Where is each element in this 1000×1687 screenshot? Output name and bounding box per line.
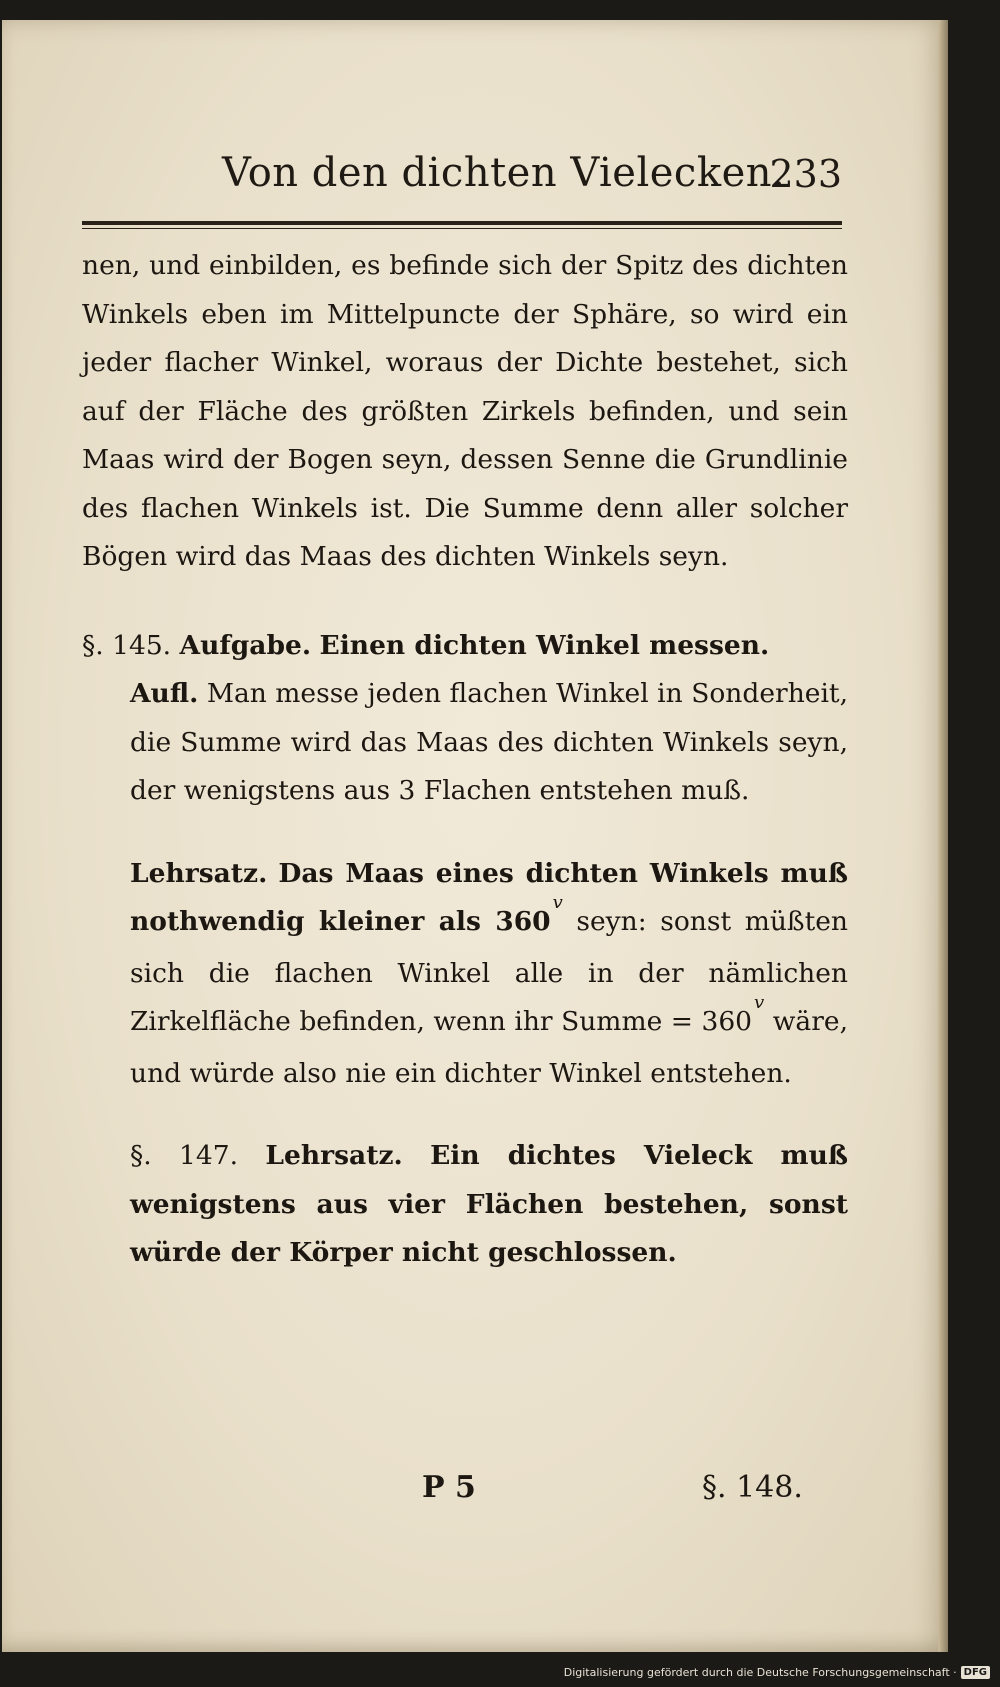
paragraph-gap bbox=[82, 582, 848, 622]
book-page bbox=[2, 20, 948, 1652]
aufloesung-paragraph bbox=[82, 670, 848, 816]
lehrsatz-text-b: seyn: sonst müßten sich die flachen Winkel alle in der nämlichen Zirkelfläche befinden, wenn ihr Summe = 360 bbox=[130, 906, 848, 1037]
header-rule-thin bbox=[82, 228, 842, 229]
section-145-heading: Aufgabe. bbox=[179, 629, 312, 661]
header-rule bbox=[82, 221, 842, 225]
lehrsatz-label: Lehrsatz. bbox=[130, 857, 268, 889]
paragraph-gap bbox=[82, 1098, 848, 1132]
running-head-title: Von den dichten Vielecken. bbox=[222, 150, 786, 196]
section-147 bbox=[82, 1132, 848, 1278]
section-147-heading: Lehrsatz. bbox=[265, 1140, 403, 1171]
paragraph-gap bbox=[82, 816, 848, 850]
degree-mark: v bbox=[552, 892, 563, 913]
catchword: §. 148. bbox=[702, 1470, 803, 1505]
page-number: 233 bbox=[769, 152, 842, 196]
section-147-text: Ein dichtes Vieleck muß wenigstens aus vier Flächen bestehen, sonst würde der Körper nicht geschlossen. bbox=[130, 1140, 848, 1268]
signature-mark: P 5 bbox=[422, 1470, 476, 1505]
section-145 bbox=[82, 622, 848, 671]
lehrsatz-text-c: wäre, und würde also nie ein dichter Winkel entstehen. bbox=[130, 1006, 848, 1089]
digitization-credit bbox=[564, 1666, 990, 1679]
lehrsatz-paragraph bbox=[82, 850, 848, 1099]
dfg-logo: DFG bbox=[961, 1666, 990, 1679]
aufloesung-text: Man messe jeden flachen Winkel in Sonderheit, die Summe wird das Maas des dichten Winkels seyn, der wenigstens aus 3 Flachen entstehen muß. bbox=[130, 678, 848, 806]
credit-text: Digitalisierung gefördert durch die Deutsche Forschungsgemeinschaft · bbox=[563, 1666, 957, 1679]
page-edge bbox=[938, 20, 948, 1652]
section-147-label: §. 147. bbox=[130, 1140, 239, 1171]
lehrsatz-text-a: Das Maas eines dichten Winkels muß nothwendig kleiner als 360 bbox=[130, 857, 848, 937]
section-145-label: §. 145. bbox=[82, 629, 172, 661]
body-text bbox=[82, 242, 848, 1278]
degree-mark: v bbox=[754, 992, 765, 1013]
paragraph-continuation: nen, und einbilden, es befinde sich der Spitz des dichten Winkels eben im Mittelpuncte der Sphäre, so wird ein jeder flacher Winkel, woraus der Dichte bestehet, sich auf der Fläche des größten Zirkels befinden, und sein Maas wird der Bogen seyn, dessen Senne die Grundlinie des flachen Winkels ist. Die Summe denn aller solcher Bögen wird das Maas des dichten Winkels seyn. bbox=[82, 250, 848, 572]
section-145-text: Einen dichten Winkel messen. bbox=[319, 629, 770, 661]
running-head bbox=[82, 150, 842, 214]
aufloesung-label: Aufl. bbox=[130, 678, 199, 709]
